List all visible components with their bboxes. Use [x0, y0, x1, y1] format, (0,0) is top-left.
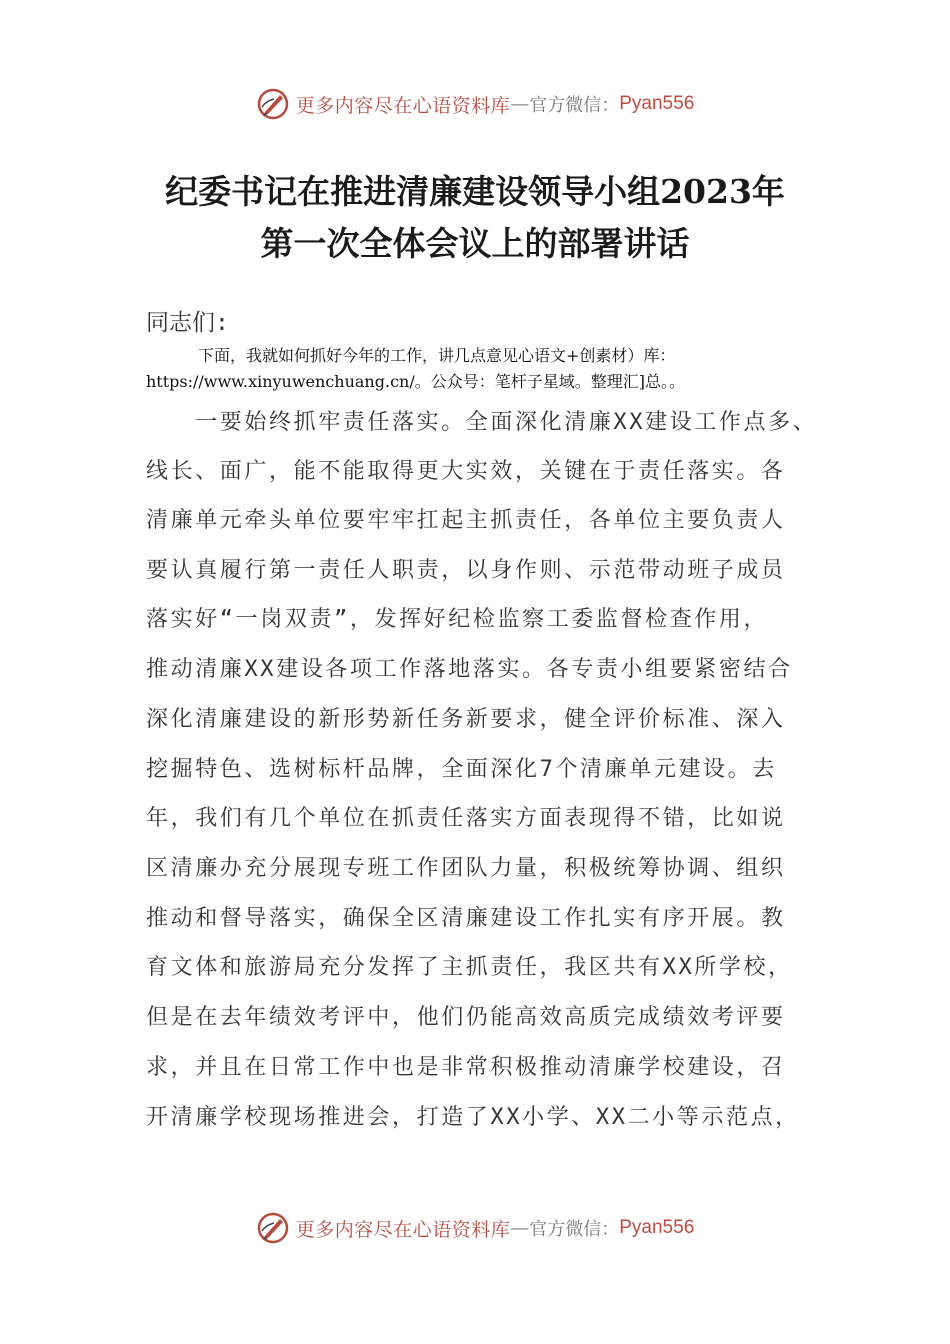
header-banner — [0, 84, 950, 124]
pen-quill-logo-icon — [256, 87, 290, 121]
banner-wechat-label: 官方微信： — [529, 1219, 620, 1240]
body-line: 年，我们有几个单位在抓责任落实方面表现得不错，比如说 — [146, 806, 786, 831]
body-line: 推动和督导落实，确保全区清廉建设工作扎实有序开展。教 — [146, 906, 786, 931]
pen-quill-logo-icon — [256, 1211, 290, 1245]
banner-text: 更多内容尽在心语资料库 — [295, 1218, 511, 1241]
note-line-1: 下面，我就如何抓好今年的工作，讲几点意见心语文+创素材）库： — [198, 346, 676, 365]
body-line: 要认真履行第一责任人职责，以身作则、示范带动班子成员 — [146, 558, 786, 583]
banner-separator: — — [510, 1217, 530, 1239]
body-line: 线长、面广，能不能取得更大实效，关键在于责任落实。各 — [146, 459, 786, 484]
body-line: 但是在去年绩效考评中，他们仍能高效高质完成绩效考评要 — [146, 1005, 786, 1030]
document-title-line-1: 纪委书记在推进清廉建设领导小组2023年 — [165, 172, 785, 211]
banner-wechat-label: 官方微信： — [529, 95, 620, 116]
body-line: 求，并且在日常工作中也是非常积极推动清廉学校建设，召 — [146, 1055, 786, 1080]
body-line: 推动清廉XX建设各项工作落地落实。各专责小组要紧密结合 — [146, 657, 793, 682]
body-line: 育文体和旅游局充分发挥了主抓责任，我区共有XX所学校， — [146, 955, 793, 980]
body-line: 落实好“一岗双责”，发挥好纪检监察工委监督检查作用， — [146, 607, 769, 632]
banner-text: 更多内容尽在心语资料库 — [295, 94, 511, 117]
document-title-line-2: 第一次全体会议上的部署讲话 — [260, 224, 690, 263]
body-line: 清廉单元牵头单位要牢牢扛起主抓责任，各单位主要负责人 — [146, 508, 786, 533]
salutation: 同志们: — [146, 310, 229, 336]
banner-wechat-id: Pyan556 — [619, 93, 695, 114]
footer-banner — [0, 1208, 950, 1248]
body-line: 开清廉学校现场推进会，打造了XX小学、XX二小等示范点， — [146, 1105, 800, 1130]
body-line: 挖掘特色、选树标杆品牌，全面深化7个清廉单元建设。去 — [146, 757, 777, 782]
banner-separator: — — [510, 93, 530, 115]
banner-wechat-id: Pyan556 — [619, 1217, 695, 1238]
body-line: 深化清廉建设的新形势新任务新要求，健全评价标准、深入 — [146, 707, 786, 732]
body-line: 一要始终抓牢责任落实。全面深化清廉XX建设工作点多、 — [146, 410, 818, 435]
body-line: 区清廉办充分展现专班工作团队力量，积极统筹协调、组织 — [146, 856, 786, 881]
note-line-2: https://www.xinyuwenchuang.cn/。公众号：笔杆子星域。整理汇]总。。 — [146, 372, 685, 391]
